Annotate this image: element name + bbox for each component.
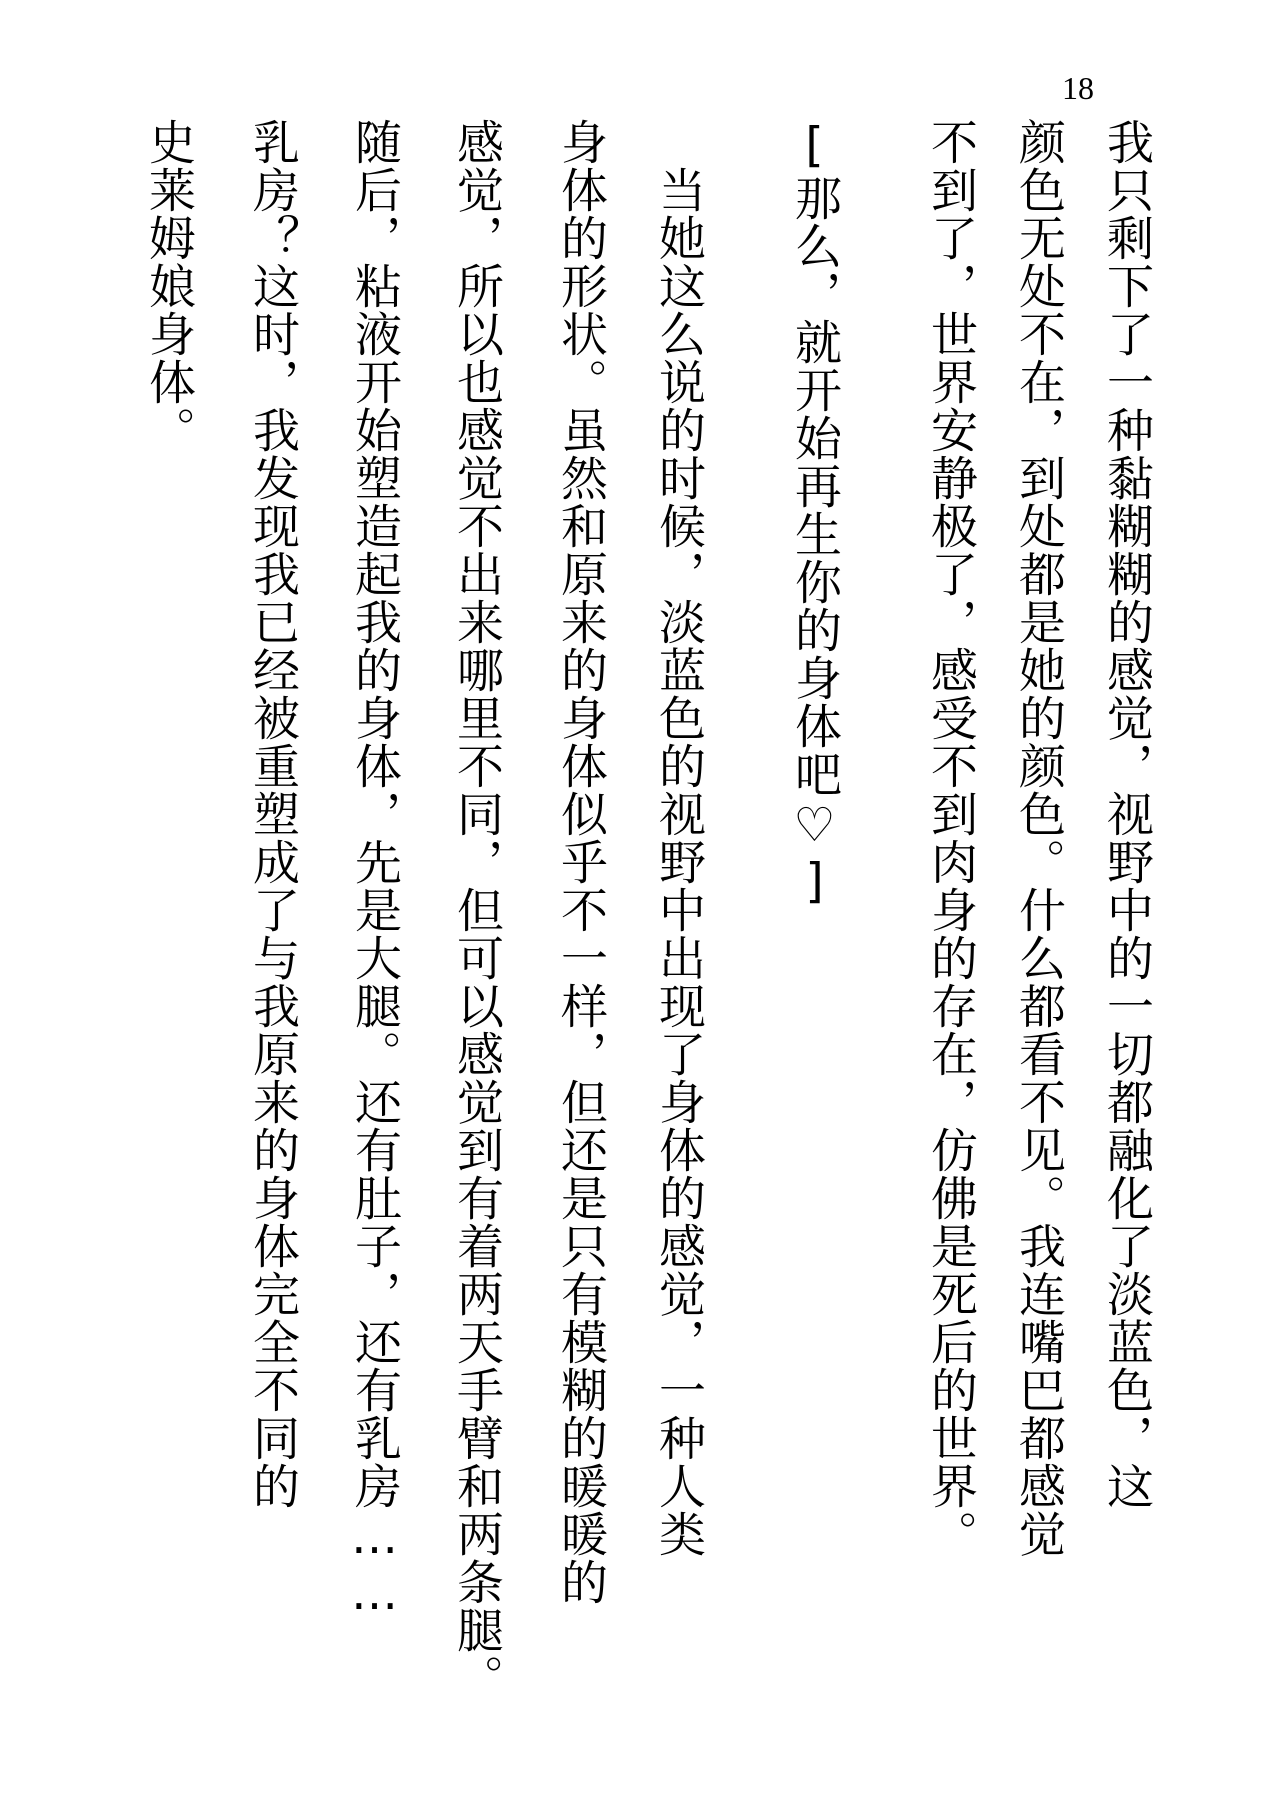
text-column-6: 身体的形状。虽然和原来的身体似乎不一样，但还是只有模糊的暖暖的	[553, 118, 608, 1606]
vertical-text-block	[0, 118, 1280, 1758]
page-number: 18	[1062, 70, 1094, 106]
text-column-5: 当她这么说的时候，淡蓝色的视野中出现了身体的感觉，一种人类	[651, 166, 706, 1558]
text-column-3: 不到了，世界安静极了，感受不到肉身的存在，仿佛是死后的世界。	[923, 118, 978, 1558]
text-column-8: 随后，粘液开始塑造起我的身体，先是大腿。还有肚子，还有乳房……	[347, 118, 402, 1622]
text-column-4: [那么，就开始再生你的身体吧♡]	[787, 118, 842, 910]
text-column-2: 颜色无处不在，到处都是她的颜色。什么都看不见。我连嘴巴都感觉	[1011, 118, 1066, 1558]
text-column-1: 我只剩下了一种黏糊糊的感觉，视野中的一切都融化了淡蓝色，这	[1099, 118, 1154, 1510]
text-column-9: 乳房？这时，我发现我已经被重塑成了与我原来的身体完全不同的	[245, 118, 300, 1510]
text-column-10: 史莱姆娘身体。	[141, 118, 196, 454]
text-column-7: 感觉，所以也感觉不出来哪里不同，但可以感觉到有着两天手臂和两条腿。	[449, 118, 504, 1702]
